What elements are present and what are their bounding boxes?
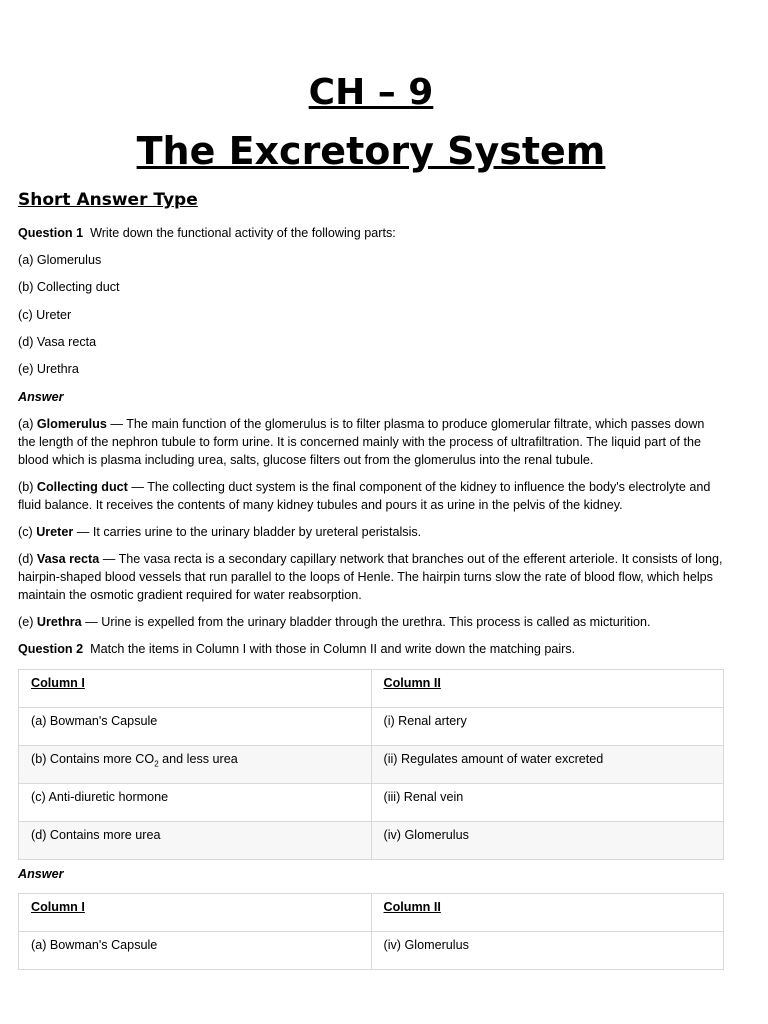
answer-d-text: — The vasa recta is a secondary capillary network that branches out of the efferent arteriole. It consists of long, hairpin-shaped blood vessels that run parallel to the loops of Henle. The hairpin turns slow the rate of blood flow, which helps maintain the osmotic gradient required for water reabsorption. — [18, 552, 723, 602]
table-cell: (iii) Renal vein — [371, 784, 724, 822]
question-2 — [18, 640, 724, 658]
table-row — [19, 822, 724, 860]
table-cell: (ii) Regulates amount of water excreted — [371, 746, 724, 784]
table-row — [19, 708, 724, 746]
subject-title: The Excretory System — [136, 129, 606, 173]
answer-label-2: Answer — [18, 867, 64, 881]
q1-part-a: (a) Glomerulus — [18, 253, 102, 267]
question-2-text: Match the items in Column I with those in Column II and write down the matching pairs. — [90, 642, 576, 656]
table-cell: (a) Bowman's Capsule — [19, 708, 372, 746]
answer-c-text: — It carries urine to the urinary bladder by ureteral peristalsis. — [73, 525, 422, 539]
table-row — [19, 784, 724, 822]
answer-a-term: Glomerulus — [36, 417, 107, 431]
question-2-label: Question 2 — [18, 642, 84, 656]
table-header-row — [19, 670, 724, 708]
answer-e-term: Urethra — [36, 615, 82, 629]
table-cell: (d) Contains more urea — [19, 822, 372, 860]
answer-e-text: — Urine is expelled from the urinary bladder through the urethra. This process is called as micturition. — [81, 615, 651, 629]
answer-c: (c) Ureter — It carries urine to the urinary bladder by ureteral peristalsis. — [18, 525, 422, 539]
answer-d-term: Vasa recta — [36, 552, 100, 566]
table-cell: (iv) Glomerulus — [371, 932, 724, 970]
answer-2-table — [18, 893, 724, 970]
column-2-header: Column II — [383, 900, 441, 914]
question-1-text: Write down the functional activity of the following parts: — [90, 226, 396, 240]
table-row — [19, 746, 724, 784]
answer-d: (d) Vasa recta — The vasa recta is a secondary capillary network that branches out of the efferent arteriole. It consists of long, hairpin-shaped blood vessels that run parallel to the loops of Henle. The hairpin turns slow the rate of blood flow, which helps maintain the osmotic gradient required for water reabsorption. — [18, 552, 723, 602]
q1-part-d: (d) Vasa recta — [18, 335, 97, 349]
q1-part-b: (b) Collecting duct — [18, 280, 120, 294]
answer-a: (a) Glomerulus — The main function of the glomerulus is to filter plasma to produce glomerular filtrate, which passes down the length of the nephron tubule to form urine. It is concerned mainly with the process of ultrafiltration. The liquid part of the blood which is plasma including urea, salts, glucose filters out from the glomerulus into the renal tubule. — [18, 417, 705, 467]
answer-b-term: Collecting duct — [36, 480, 128, 494]
table-cell: (a) Bowman's Capsule — [19, 932, 372, 970]
chapter-title: CH – 9 — [308, 72, 434, 113]
question-2-table — [18, 669, 724, 860]
table-cell: (b) Contains more $CO_2$ and less urea — [19, 746, 372, 784]
answer-e: (e) Urethra — Urine is expelled from the urinary bladder through the urethra. This process is called as micturition. — [18, 615, 651, 629]
answer-b-text: — The collecting duct system is the final component of the kidney to influence the body's electrolyte and fluid balance. It receives the contents of many kidney tubules and pours it as urine in the pelvis of the kidney. — [18, 480, 711, 512]
answer-c-term: Ureter — [36, 525, 74, 539]
answer-label-1: Answer — [18, 390, 64, 404]
table-cell: (iv) Glomerulus — [371, 822, 724, 860]
question-1-label: Question 1 — [18, 226, 84, 240]
table-row — [19, 932, 724, 970]
table-cell: (i) Renal artery — [371, 708, 724, 746]
column-1-header: Column I — [31, 900, 85, 914]
section-heading: Short Answer Type — [18, 190, 198, 210]
table-header-row — [19, 894, 724, 932]
question-1 — [18, 224, 724, 242]
q1-part-e: (e) Urethra — [18, 362, 79, 376]
q1-part-c: (c) Ureter — [18, 308, 72, 322]
answer-a-text: — The main function of the glomerulus is to filter plasma to produce glomerular filtrate, which passes down the length of the nephron tubule to form urine. It is concerned mainly with the process of ultrafiltration. The liquid part of the blood which is plasma including urea, salts, glucose filters out from the glomerulus into the renal tubule. — [18, 417, 705, 467]
column-2-header: Column II — [383, 676, 441, 690]
column-1-header: Column I — [31, 676, 85, 690]
answer-b: (b) Collecting duct — The collecting duct system is the final component of the kidney to influence the body's electrolyte and fluid balance. It receives the contents of many kidney tubules and pours it as urine in the pelvis of the kidney. — [18, 480, 711, 512]
table-cell: (c) Anti-diuretic hormone — [19, 784, 372, 822]
